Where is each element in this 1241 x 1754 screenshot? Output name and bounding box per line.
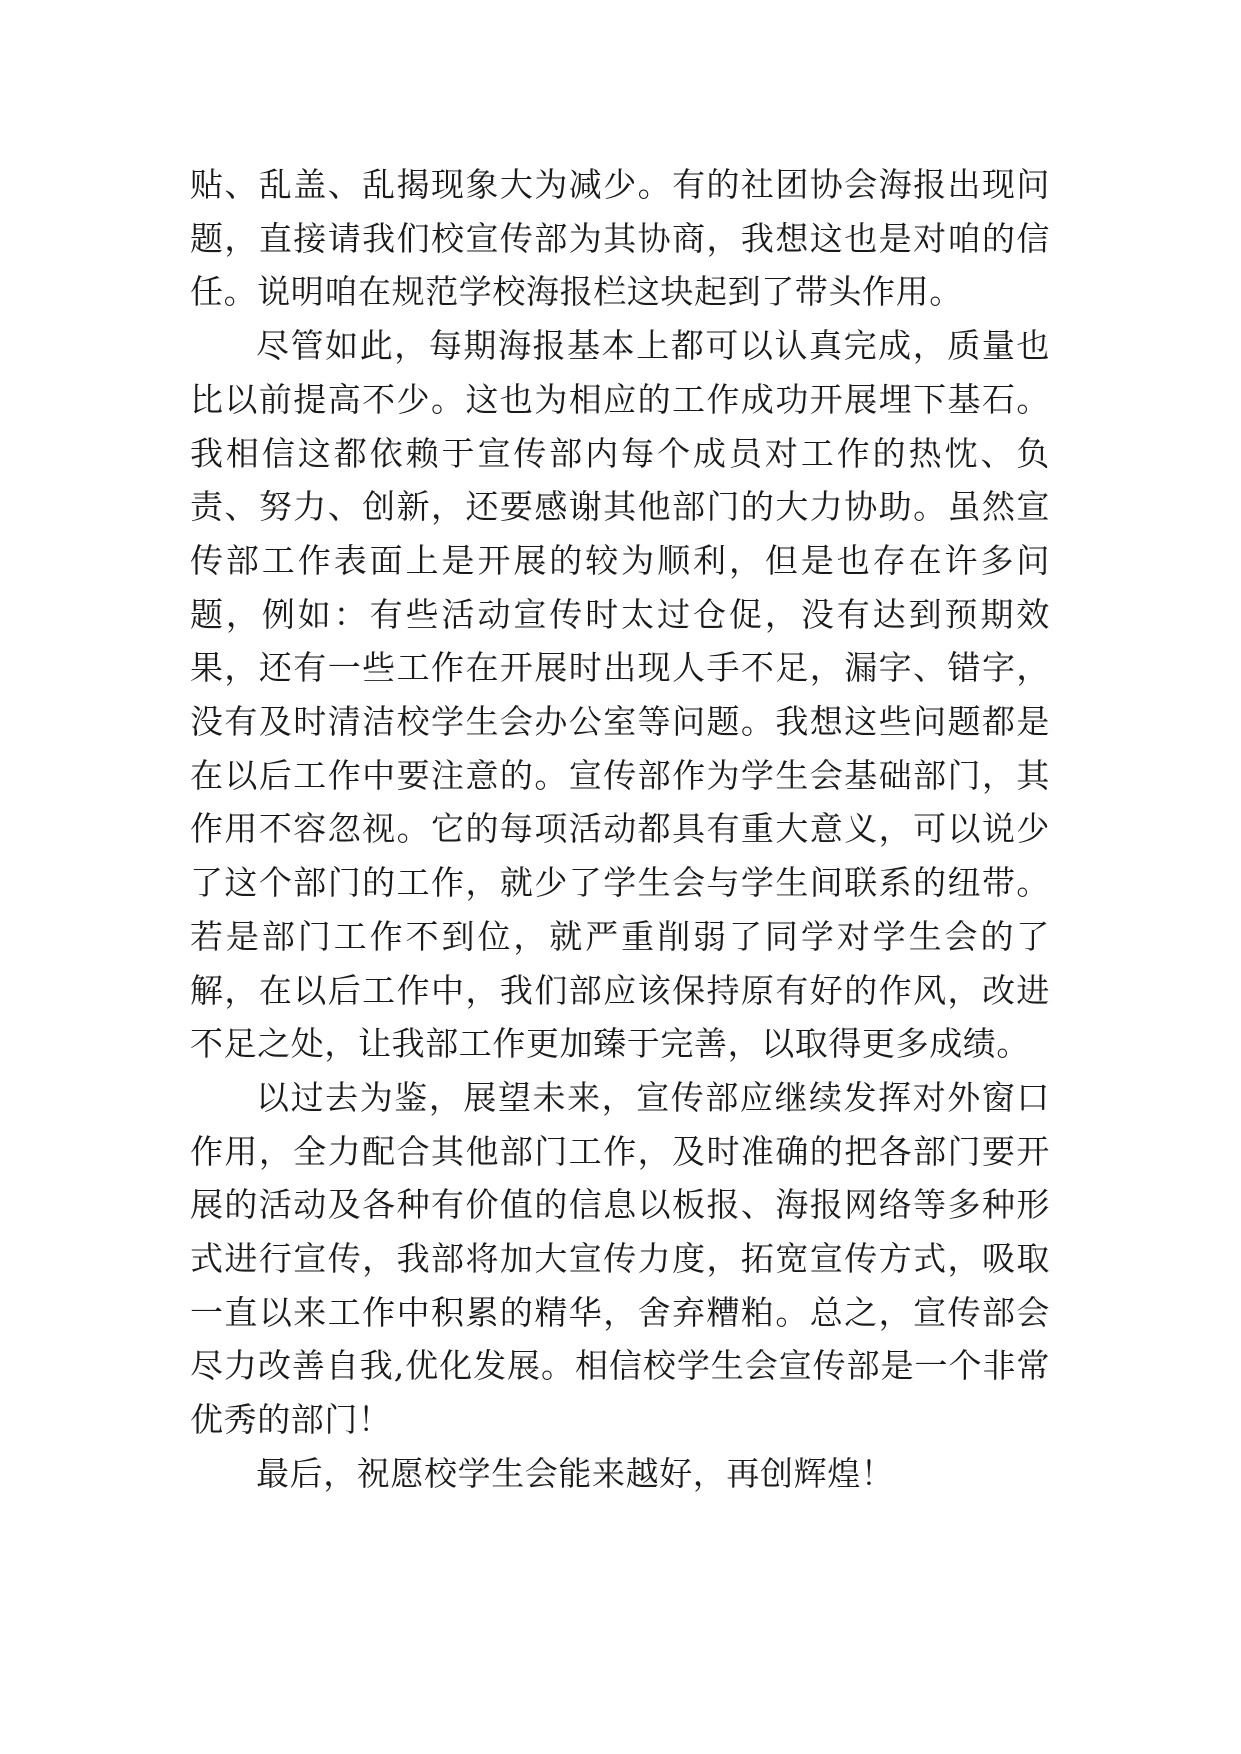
document-body [190, 158, 1050, 1501]
paragraph-achievements-and-problems: 尽管如此，每期海报基本上都可以认真完成，质量也比以前提高不少。这也为相应的工作成功开展埋下基石。我相信这都依赖于宣传部内每个成员对工作的热忱、负责、努力、创新，还要感谢其他部门的大力协助。虽然宣传部工作表面上是开展的较为顺利，但是也存在许多问题，例如：有些活动宣传时太过仓促，没有达到预期效果，还有一些工作在开展时出现人手不足，漏字、错字，没有及时清洁校学生会办公室等问题。我想这些问题都是在以后工作中要注意的。宣传部作为学生会基础部门，其作用不容忽视。它的每项活动都具有重大意义，可以说少了这个部门的工作，就少了学生会与学生间联系的纽带。若是部门工作不到位，就严重削弱了同学对学生会的了解，在以后工作中，我们部应该保持原有好的作风，改进不足之处，让我部工作更加臻于完善，以取得更多成绩。 [190, 326, 1050, 1064]
paragraph-future-outlook: 以过去为鉴，展望未来，宣传部应继续发挥对外窗口作用，全力配合其他部门工作，及时准确的把各部门要开展的活动及各种有价值的信息以板报、海报网络等多种形式进行宣传，我部将加大宣传力度，拓宽宣传方式，吸取一直以来工作中积累的精华，舍弃糟粕。总之，宣传部会尽力改善自我,优化发展。相信校学生会宣传部是一个非常优秀的部门！ [190, 1077, 1050, 1440]
paragraph-continuation: 贴、乱盖、乱揭现象大为减少。有的社团协会海报出现问题，直接请我们校宣传部为其协商，我想这也是对咱的信任。说明咱在规范学校海报栏这块起到了带头作用。 [190, 165, 1050, 312]
paragraph-closing-wish: 最后，祝愿校学生会能来越好，再创辉煌！ [256, 1453, 895, 1493]
